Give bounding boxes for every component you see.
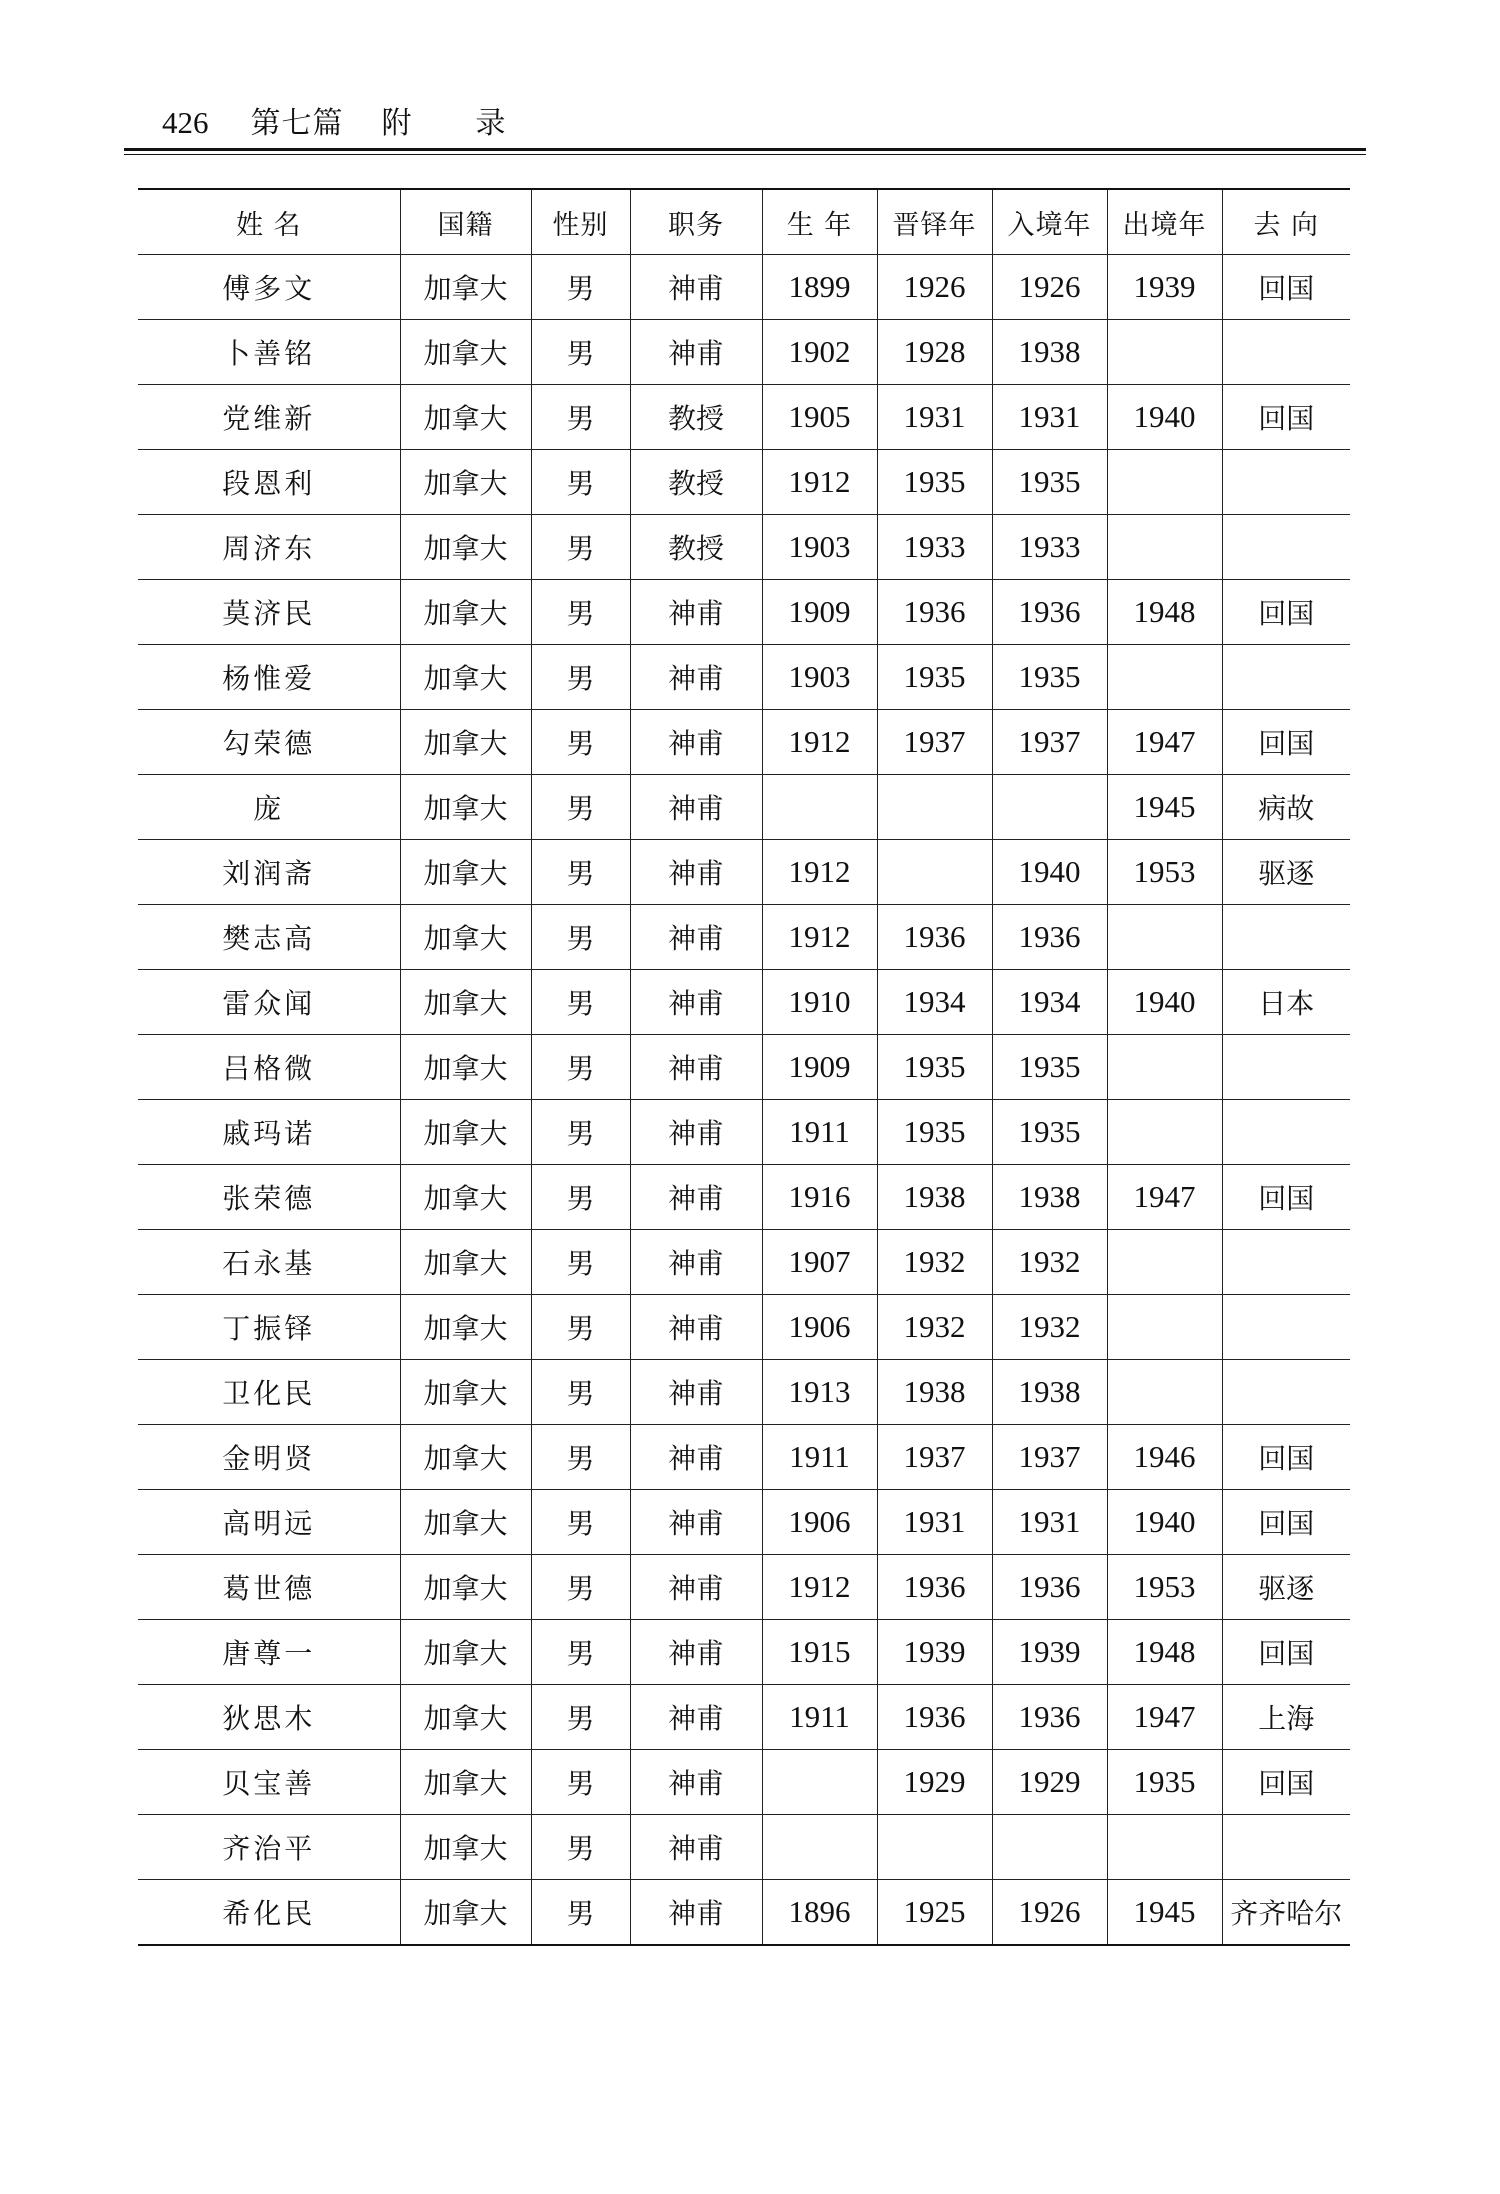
gender-cell: 男 xyxy=(531,1620,630,1685)
ordination-year-cell: 1936 xyxy=(877,1685,992,1750)
gender-cell: 男 xyxy=(531,580,630,645)
nationality-cell: 加拿大 xyxy=(400,515,531,580)
exit-year-cell: 1939 xyxy=(1107,255,1222,320)
birth-year-cell: 1896 xyxy=(762,1880,877,1946)
name-cell: 莫济民 xyxy=(138,580,400,645)
ordination-year-cell: 1932 xyxy=(877,1295,992,1360)
position-cell: 神甫 xyxy=(630,1035,762,1100)
ordination-year-cell: 1935 xyxy=(877,1100,992,1165)
page-number: 426 xyxy=(162,105,209,140)
name-cell: 戚玛诺 xyxy=(138,1100,400,1165)
birth-year-cell: 1906 xyxy=(762,1490,877,1555)
gender-cell: 男 xyxy=(531,775,630,840)
entry-year-cell: 1938 xyxy=(992,320,1107,385)
destination-cell xyxy=(1222,1035,1350,1100)
gender-cell: 男 xyxy=(531,1100,630,1165)
table-row xyxy=(138,1815,1350,1880)
column-header-nationality: 国籍 xyxy=(400,189,531,255)
birth-year-cell: 1910 xyxy=(762,970,877,1035)
exit-year-cell: 1945 xyxy=(1107,775,1222,840)
table-row xyxy=(138,255,1350,320)
entry-year-cell: 1935 xyxy=(992,450,1107,515)
personnel-table xyxy=(138,188,1350,1946)
exit-year-cell: 1953 xyxy=(1107,840,1222,905)
entry-year-cell: 1926 xyxy=(992,1880,1107,1946)
position-cell: 神甫 xyxy=(630,1880,762,1946)
destination-cell: 上海 xyxy=(1222,1685,1350,1750)
position-cell: 神甫 xyxy=(630,645,762,710)
table-row xyxy=(138,1295,1350,1360)
exit-year-cell xyxy=(1107,1815,1222,1880)
ordination-year-cell: 1933 xyxy=(877,515,992,580)
nationality-cell: 加拿大 xyxy=(400,1425,531,1490)
birth-year-cell: 1903 xyxy=(762,645,877,710)
entry-year-cell: 1940 xyxy=(992,840,1107,905)
name-cell: 勾荣德 xyxy=(138,710,400,775)
name-cell: 高明远 xyxy=(138,1490,400,1555)
nationality-cell: 加拿大 xyxy=(400,1620,531,1685)
section-title-char-2: 录 xyxy=(475,106,506,141)
name-cell: 葛世德 xyxy=(138,1555,400,1620)
destination-cell: 回国 xyxy=(1222,1425,1350,1490)
birth-year-cell: 1909 xyxy=(762,580,877,645)
gender-cell: 男 xyxy=(531,255,630,320)
destination-cell: 回国 xyxy=(1222,710,1350,775)
gender-cell: 男 xyxy=(531,1295,630,1360)
birth-year-cell: 1902 xyxy=(762,320,877,385)
table-row xyxy=(138,385,1350,450)
entry-year-cell: 1935 xyxy=(992,1035,1107,1100)
table-row xyxy=(138,970,1350,1035)
birth-year-cell: 1903 xyxy=(762,515,877,580)
gender-cell: 男 xyxy=(531,1425,630,1490)
table-row xyxy=(138,1620,1350,1685)
entry-year-cell xyxy=(992,1815,1107,1880)
nationality-cell: 加拿大 xyxy=(400,580,531,645)
birth-year-cell xyxy=(762,1815,877,1880)
nationality-cell: 加拿大 xyxy=(400,450,531,515)
nationality-cell: 加拿大 xyxy=(400,255,531,320)
nationality-cell: 加拿大 xyxy=(400,1100,531,1165)
destination-cell xyxy=(1222,1230,1350,1295)
nationality-cell: 加拿大 xyxy=(400,1685,531,1750)
exit-year-cell: 1947 xyxy=(1107,710,1222,775)
destination-cell: 回国 xyxy=(1222,1620,1350,1685)
gender-cell: 男 xyxy=(531,1165,630,1230)
destination-cell: 齐齐哈尔 xyxy=(1222,1880,1350,1946)
destination-cell: 日本 xyxy=(1222,970,1350,1035)
gender-cell: 男 xyxy=(531,1880,630,1946)
destination-cell: 驱逐 xyxy=(1222,840,1350,905)
destination-cell xyxy=(1222,1295,1350,1360)
nationality-cell: 加拿大 xyxy=(400,320,531,385)
gender-cell: 男 xyxy=(531,840,630,905)
entry-year-cell: 1939 xyxy=(992,1620,1107,1685)
table-row xyxy=(138,710,1350,775)
entry-year-cell: 1935 xyxy=(992,645,1107,710)
position-cell: 神甫 xyxy=(630,1750,762,1815)
table-row xyxy=(138,1100,1350,1165)
nationality-cell: 加拿大 xyxy=(400,1490,531,1555)
column-header-name: 姓 名 xyxy=(138,189,400,255)
name-cell: 周济东 xyxy=(138,515,400,580)
birth-year-cell: 1912 xyxy=(762,1555,877,1620)
table-row xyxy=(138,1685,1350,1750)
exit-year-cell xyxy=(1107,1295,1222,1360)
name-cell: 张荣德 xyxy=(138,1165,400,1230)
name-cell: 贝宝善 xyxy=(138,1750,400,1815)
ordination-year-cell: 1931 xyxy=(877,385,992,450)
position-cell: 神甫 xyxy=(630,1165,762,1230)
destination-cell: 回国 xyxy=(1222,1490,1350,1555)
destination-cell: 回国 xyxy=(1222,385,1350,450)
position-cell: 神甫 xyxy=(630,1490,762,1555)
gender-cell: 男 xyxy=(531,1815,630,1880)
ordination-year-cell: 1939 xyxy=(877,1620,992,1685)
gender-cell: 男 xyxy=(531,970,630,1035)
birth-year-cell: 1905 xyxy=(762,385,877,450)
position-cell: 神甫 xyxy=(630,1815,762,1880)
part-title: 第七篇 xyxy=(250,106,344,141)
nationality-cell: 加拿大 xyxy=(400,1295,531,1360)
entry-year-cell: 1931 xyxy=(992,385,1107,450)
ordination-year-cell xyxy=(877,1815,992,1880)
position-cell: 神甫 xyxy=(630,1555,762,1620)
ordination-year-cell: 1926 xyxy=(877,255,992,320)
name-cell: 傅多文 xyxy=(138,255,400,320)
birth-year-cell: 1911 xyxy=(762,1685,877,1750)
name-cell: 卫化民 xyxy=(138,1360,400,1425)
ordination-year-cell: 1928 xyxy=(877,320,992,385)
nationality-cell: 加拿大 xyxy=(400,840,531,905)
column-header-entry-year: 入境年 xyxy=(992,189,1107,255)
name-cell: 金明贤 xyxy=(138,1425,400,1490)
ordination-year-cell: 1937 xyxy=(877,1425,992,1490)
position-cell: 神甫 xyxy=(630,970,762,1035)
ordination-year-cell: 1938 xyxy=(877,1165,992,1230)
destination-cell xyxy=(1222,1360,1350,1425)
name-cell: 樊志高 xyxy=(138,905,400,970)
birth-year-cell xyxy=(762,775,877,840)
nationality-cell: 加拿大 xyxy=(400,1360,531,1425)
nationality-cell: 加拿大 xyxy=(400,385,531,450)
exit-year-cell: 1948 xyxy=(1107,1620,1222,1685)
ordination-year-cell: 1934 xyxy=(877,970,992,1035)
gender-cell: 男 xyxy=(531,1490,630,1555)
gender-cell: 男 xyxy=(531,710,630,775)
header-rule-thick xyxy=(124,148,1366,151)
entry-year-cell: 1934 xyxy=(992,970,1107,1035)
birth-year-cell xyxy=(762,1750,877,1815)
ordination-year-cell: 1936 xyxy=(877,905,992,970)
exit-year-cell: 1945 xyxy=(1107,1880,1222,1946)
ordination-year-cell: 1929 xyxy=(877,1750,992,1815)
section-title-char-1: 附 xyxy=(381,106,412,141)
position-cell: 神甫 xyxy=(630,1685,762,1750)
table-row xyxy=(138,1750,1350,1815)
birth-year-cell: 1907 xyxy=(762,1230,877,1295)
table-row xyxy=(138,515,1350,580)
birth-year-cell: 1913 xyxy=(762,1360,877,1425)
column-header-birth-year: 生 年 xyxy=(762,189,877,255)
birth-year-cell: 1906 xyxy=(762,1295,877,1360)
entry-year-cell: 1931 xyxy=(992,1490,1107,1555)
gender-cell: 男 xyxy=(531,1555,630,1620)
exit-year-cell: 1947 xyxy=(1107,1165,1222,1230)
entry-year-cell: 1926 xyxy=(992,255,1107,320)
entry-year-cell: 1937 xyxy=(992,1425,1107,1490)
ordination-year-cell: 1932 xyxy=(877,1230,992,1295)
entry-year-cell: 1932 xyxy=(992,1295,1107,1360)
position-cell: 神甫 xyxy=(630,905,762,970)
table-row xyxy=(138,775,1350,840)
nationality-cell: 加拿大 xyxy=(400,905,531,970)
name-cell: 段恩利 xyxy=(138,450,400,515)
ordination-year-cell: 1937 xyxy=(877,710,992,775)
ordination-year-cell: 1935 xyxy=(877,450,992,515)
ordination-year-cell xyxy=(877,775,992,840)
entry-year-cell: 1937 xyxy=(992,710,1107,775)
birth-year-cell: 1912 xyxy=(762,905,877,970)
position-cell: 神甫 xyxy=(630,320,762,385)
destination-cell: 回国 xyxy=(1222,255,1350,320)
column-header-position: 职务 xyxy=(630,189,762,255)
nationality-cell: 加拿大 xyxy=(400,1880,531,1946)
nationality-cell: 加拿大 xyxy=(400,1035,531,1100)
entry-year-cell: 1936 xyxy=(992,1685,1107,1750)
table-row xyxy=(138,645,1350,710)
exit-year-cell: 1953 xyxy=(1107,1555,1222,1620)
table-row xyxy=(138,905,1350,970)
exit-year-cell xyxy=(1107,905,1222,970)
nationality-cell: 加拿大 xyxy=(400,1165,531,1230)
entry-year-cell: 1936 xyxy=(992,580,1107,645)
destination-cell xyxy=(1222,515,1350,580)
name-cell: 卜善铭 xyxy=(138,320,400,385)
name-cell: 石永基 xyxy=(138,1230,400,1295)
name-cell: 党维新 xyxy=(138,385,400,450)
destination-cell xyxy=(1222,1100,1350,1165)
birth-year-cell: 1911 xyxy=(762,1425,877,1490)
column-header-destination: 去 向 xyxy=(1222,189,1350,255)
destination-cell xyxy=(1222,645,1350,710)
gender-cell: 男 xyxy=(531,1230,630,1295)
destination-cell xyxy=(1222,320,1350,385)
position-cell: 神甫 xyxy=(630,255,762,320)
entry-year-cell: 1933 xyxy=(992,515,1107,580)
position-cell: 教授 xyxy=(630,385,762,450)
birth-year-cell: 1911 xyxy=(762,1100,877,1165)
name-cell: 希化民 xyxy=(138,1880,400,1946)
exit-year-cell xyxy=(1107,1100,1222,1165)
gender-cell: 男 xyxy=(531,385,630,450)
entry-year-cell: 1936 xyxy=(992,1555,1107,1620)
destination-cell xyxy=(1222,905,1350,970)
table-row xyxy=(138,1490,1350,1555)
exit-year-cell: 1940 xyxy=(1107,385,1222,450)
nationality-cell: 加拿大 xyxy=(400,1555,531,1620)
ordination-year-cell: 1938 xyxy=(877,1360,992,1425)
name-cell: 丁振铎 xyxy=(138,1295,400,1360)
nationality-cell: 加拿大 xyxy=(400,710,531,775)
gender-cell: 男 xyxy=(531,1360,630,1425)
column-header-gender: 性别 xyxy=(531,189,630,255)
entry-year-cell: 1929 xyxy=(992,1750,1107,1815)
position-cell: 神甫 xyxy=(630,1100,762,1165)
birth-year-cell: 1912 xyxy=(762,710,877,775)
nationality-cell: 加拿大 xyxy=(400,775,531,840)
nationality-cell: 加拿大 xyxy=(400,1815,531,1880)
birth-year-cell: 1916 xyxy=(762,1165,877,1230)
table-row xyxy=(138,1165,1350,1230)
entry-year-cell: 1936 xyxy=(992,905,1107,970)
position-cell: 神甫 xyxy=(630,840,762,905)
exit-year-cell xyxy=(1107,1035,1222,1100)
ordination-year-cell xyxy=(877,840,992,905)
table-row xyxy=(138,1035,1350,1100)
exit-year-cell: 1935 xyxy=(1107,1750,1222,1815)
gender-cell: 男 xyxy=(531,1035,630,1100)
column-header-ordination-year: 晋铎年 xyxy=(877,189,992,255)
name-cell: 吕格微 xyxy=(138,1035,400,1100)
entry-year-cell: 1932 xyxy=(992,1230,1107,1295)
position-cell: 神甫 xyxy=(630,710,762,775)
exit-year-cell: 1940 xyxy=(1107,970,1222,1035)
position-cell: 神甫 xyxy=(630,1295,762,1360)
destination-cell xyxy=(1222,1815,1350,1880)
table-row xyxy=(138,1360,1350,1425)
ordination-year-cell: 1925 xyxy=(877,1880,992,1946)
column-header-exit-year: 出境年 xyxy=(1107,189,1222,255)
exit-year-cell xyxy=(1107,645,1222,710)
gender-cell: 男 xyxy=(531,320,630,385)
nationality-cell: 加拿大 xyxy=(400,645,531,710)
entry-year-cell: 1935 xyxy=(992,1100,1107,1165)
birth-year-cell: 1912 xyxy=(762,840,877,905)
name-cell: 刘润斋 xyxy=(138,840,400,905)
destination-cell: 回国 xyxy=(1222,1165,1350,1230)
ordination-year-cell: 1936 xyxy=(877,1555,992,1620)
ordination-year-cell: 1935 xyxy=(877,1035,992,1100)
table-row xyxy=(138,1880,1350,1946)
destination-cell: 驱逐 xyxy=(1222,1555,1350,1620)
destination-cell: 病故 xyxy=(1222,775,1350,840)
exit-year-cell: 1946 xyxy=(1107,1425,1222,1490)
entry-year-cell xyxy=(992,775,1107,840)
destination-cell xyxy=(1222,450,1350,515)
exit-year-cell xyxy=(1107,320,1222,385)
nationality-cell: 加拿大 xyxy=(400,1230,531,1295)
gender-cell: 男 xyxy=(531,515,630,580)
name-cell: 雷众闻 xyxy=(138,970,400,1035)
gender-cell: 男 xyxy=(531,1750,630,1815)
entry-year-cell: 1938 xyxy=(992,1360,1107,1425)
exit-year-cell xyxy=(1107,450,1222,515)
birth-year-cell: 1909 xyxy=(762,1035,877,1100)
position-cell: 神甫 xyxy=(630,1360,762,1425)
table-row xyxy=(138,1555,1350,1620)
nationality-cell: 加拿大 xyxy=(400,970,531,1035)
table-row xyxy=(138,1425,1350,1490)
name-cell: 庞 xyxy=(138,775,400,840)
exit-year-cell xyxy=(1107,515,1222,580)
gender-cell: 男 xyxy=(531,450,630,515)
gender-cell: 男 xyxy=(531,1685,630,1750)
position-cell: 神甫 xyxy=(630,775,762,840)
exit-year-cell xyxy=(1107,1360,1222,1425)
table-row xyxy=(138,580,1350,645)
exit-year-cell: 1948 xyxy=(1107,580,1222,645)
gender-cell: 男 xyxy=(531,645,630,710)
table-header-row xyxy=(138,189,1350,255)
position-cell: 神甫 xyxy=(630,580,762,645)
exit-year-cell: 1947 xyxy=(1107,1685,1222,1750)
nationality-cell: 加拿大 xyxy=(400,1750,531,1815)
table-row xyxy=(138,450,1350,515)
name-cell: 齐治平 xyxy=(138,1815,400,1880)
table-row xyxy=(138,1230,1350,1295)
name-cell: 狄思木 xyxy=(138,1685,400,1750)
name-cell: 唐尊一 xyxy=(138,1620,400,1685)
position-cell: 神甫 xyxy=(630,1620,762,1685)
exit-year-cell xyxy=(1107,1230,1222,1295)
birth-year-cell: 1915 xyxy=(762,1620,877,1685)
exit-year-cell: 1940 xyxy=(1107,1490,1222,1555)
entry-year-cell: 1938 xyxy=(992,1165,1107,1230)
name-cell: 杨惟爱 xyxy=(138,645,400,710)
position-cell: 教授 xyxy=(630,515,762,580)
birth-year-cell: 1912 xyxy=(762,450,877,515)
destination-cell: 回国 xyxy=(1222,1750,1350,1815)
position-cell: 教授 xyxy=(630,450,762,515)
ordination-year-cell: 1931 xyxy=(877,1490,992,1555)
table-row xyxy=(138,320,1350,385)
gender-cell: 男 xyxy=(531,905,630,970)
header-rule-thin xyxy=(124,154,1366,155)
ordination-year-cell: 1936 xyxy=(877,580,992,645)
destination-cell: 回国 xyxy=(1222,580,1350,645)
position-cell: 神甫 xyxy=(630,1425,762,1490)
running-header xyxy=(162,98,506,148)
table-row xyxy=(138,840,1350,905)
birth-year-cell: 1899 xyxy=(762,255,877,320)
ordination-year-cell: 1935 xyxy=(877,645,992,710)
table-body xyxy=(138,255,1350,1946)
position-cell: 神甫 xyxy=(630,1230,762,1295)
